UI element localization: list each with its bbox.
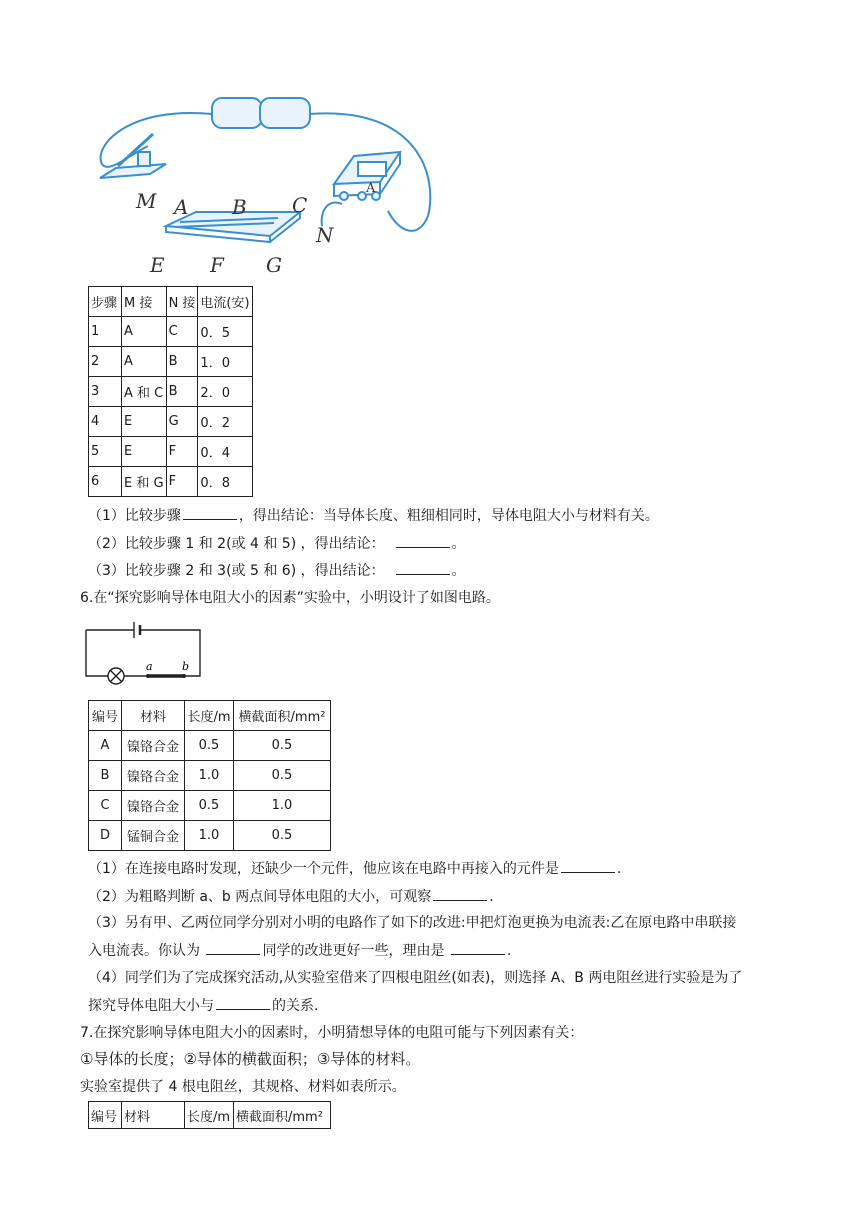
table-cell: 6 — [89, 467, 122, 497]
table-row — [89, 407, 253, 437]
table-cell: 2 — [89, 347, 122, 377]
table-cell: 0.5 — [185, 791, 234, 821]
table-cell: G — [166, 407, 198, 437]
table-cell: 1 — [89, 317, 122, 347]
table-row — [89, 437, 253, 467]
table-cell: 镍铬合金 — [122, 791, 185, 821]
table-cell: 5 — [89, 437, 122, 467]
answer-blank[interactable] — [396, 560, 450, 575]
table-header-row — [89, 1102, 331, 1129]
switch-clip — [138, 152, 150, 166]
table-cell: 0．5 — [198, 317, 253, 347]
table-header: 横截面积/mm² — [234, 1102, 331, 1129]
table-cell: 0.5 — [234, 821, 331, 851]
answer-blank[interactable] — [451, 940, 505, 955]
q7-intro: 实验室提供了 4 根电阻丝，其规格、材料如表所示。 — [80, 1079, 406, 1095]
table-cell: 0．8 — [198, 467, 253, 497]
simple-circuit-diagram — [84, 618, 204, 690]
q6-part-3-line-1: （3）另有甲、乙两位同学分别对小明的电路作了如下的改进:甲把灯泡更换为电流表:乙在原电路中串联接 — [88, 915, 737, 931]
q7-factors: ①导体的长度；②导体的横截面积；③导体的材料。 — [80, 1050, 421, 1068]
table-cell: B — [166, 377, 198, 407]
table-cell: E 和 G — [122, 467, 167, 497]
table-cell: E — [122, 407, 167, 437]
table-cell: B — [166, 347, 198, 377]
wire-left — [101, 113, 212, 167]
answer-blank[interactable] — [396, 533, 450, 548]
table-cell: B — [89, 761, 122, 791]
resistor-wire-table — [88, 700, 331, 851]
table-row — [89, 347, 253, 377]
label-a: A — [174, 195, 189, 219]
q6-stem: 6.在“探究影响导体电阻大小的因素”实验中，小明设计了如图电路。 — [80, 590, 500, 606]
answer-blank[interactable] — [216, 995, 270, 1010]
table-cell: 1．0 — [198, 347, 253, 377]
q6-part-2: （2）为粗略判断 a、b 两点间导体电阻的大小，可观察 . — [88, 886, 494, 907]
current-table — [88, 286, 253, 497]
battery-2 — [260, 98, 310, 128]
table-cell: E — [122, 437, 167, 467]
table-cell: 2．0 — [198, 377, 253, 407]
table-cell: 1.0 — [234, 791, 331, 821]
table-header: 步骤 — [89, 287, 122, 317]
table-header: 材料 — [122, 701, 185, 731]
circuit-illustration — [88, 86, 448, 280]
table-row — [89, 761, 331, 791]
label-m: M — [136, 189, 157, 213]
answer-blank[interactable] — [433, 886, 487, 901]
table-cell: 锰铜合金 — [122, 821, 185, 851]
table-cell: C — [166, 317, 198, 347]
q7-stem: 7.在探究影响导体电阻大小的因素时，小明猜想导体的电阻可能与下列因素有关： — [80, 1025, 584, 1041]
label-b: B — [232, 195, 247, 219]
label-g: G — [266, 253, 282, 277]
table-cell: 4 — [89, 407, 122, 437]
table-header: M 接 — [122, 287, 167, 317]
table-cell: 0.5 — [185, 731, 234, 761]
label-n: N — [316, 223, 334, 247]
label-e: E — [150, 253, 165, 277]
table-row — [89, 467, 253, 497]
q6-part-1: （1）在连接电路时发现，还缺少一个元件，他应该在电路中再接入的元件是 . — [88, 858, 621, 879]
table-cell: A — [122, 347, 167, 377]
battery-1 — [212, 98, 262, 128]
table-cell: A — [89, 731, 122, 761]
q5-part-2: （2）比较步骤 1 和 2(或 4 和 5) ，得出结论： 。 — [88, 533, 466, 554]
table-cell: 1.0 — [185, 761, 234, 791]
answer-blank[interactable] — [206, 940, 260, 955]
table-cell: 0．4 — [198, 437, 253, 467]
table-row — [89, 377, 253, 407]
table-cell: A — [122, 317, 167, 347]
table-cell: 0．2 — [198, 407, 253, 437]
table-header: 长度/m — [185, 701, 234, 731]
table-cell: 3 — [89, 377, 122, 407]
q6-part-4-line-2: 探究导体电阻大小与 的关系. — [88, 995, 318, 1016]
table-header-row — [89, 701, 331, 731]
table-cell: 镍铬合金 — [122, 761, 185, 791]
table-header: 横截面积/mm² — [234, 701, 331, 731]
table-cell: 1.0 — [185, 821, 234, 851]
table-cell: D — [89, 821, 122, 851]
table-header-row — [89, 287, 253, 317]
label-f: F — [210, 253, 224, 277]
q6-part-4-line-1: （4）同学们为了完成探究活动,从实验室借来了四根电阻丝(如表)，则选择 A、B 两电阻丝进行实验是为了 — [88, 970, 743, 986]
answer-blank[interactable] — [561, 858, 615, 873]
table-row — [89, 731, 331, 761]
label-point-a: a — [146, 660, 153, 673]
table-cell: 0.5 — [234, 731, 331, 761]
table-cell: 0.5 — [234, 761, 331, 791]
table-row — [89, 317, 253, 347]
q6-part-3-line-2: 入电流表。你认为 同学的改进更好一些，理由是 . — [88, 940, 511, 961]
answer-blank[interactable] — [183, 505, 237, 520]
table-header: 长度/m — [185, 1102, 234, 1129]
table-header: 材料 — [122, 1102, 185, 1129]
table-cell: F — [166, 467, 198, 497]
table-cell: A 和 C — [122, 377, 167, 407]
q5-part-3: （3）比较步骤 2 和 3(或 5 和 6) ，得出结论： 。 — [88, 560, 466, 581]
table-header: 电流(安) — [198, 287, 253, 317]
label-c: C — [292, 193, 308, 217]
table-row — [89, 821, 331, 851]
table-cell: 镍铬合金 — [122, 731, 185, 761]
label-ammeter-a: A — [366, 181, 376, 196]
table-cell: F — [166, 437, 198, 467]
q7-resistor-table — [88, 1101, 331, 1129]
label-point-b: b — [182, 660, 190, 673]
table-header: N 接 — [166, 287, 198, 317]
table-header: 编号 — [89, 1102, 122, 1129]
table-row — [89, 791, 331, 821]
table-header: 编号 — [89, 701, 122, 731]
q5-part-1: （1）比较步骤 ，得出结论：当导体长度、粗细相同时，导体电阻大小与材料有关。 — [88, 505, 659, 526]
table-cell: C — [89, 791, 122, 821]
